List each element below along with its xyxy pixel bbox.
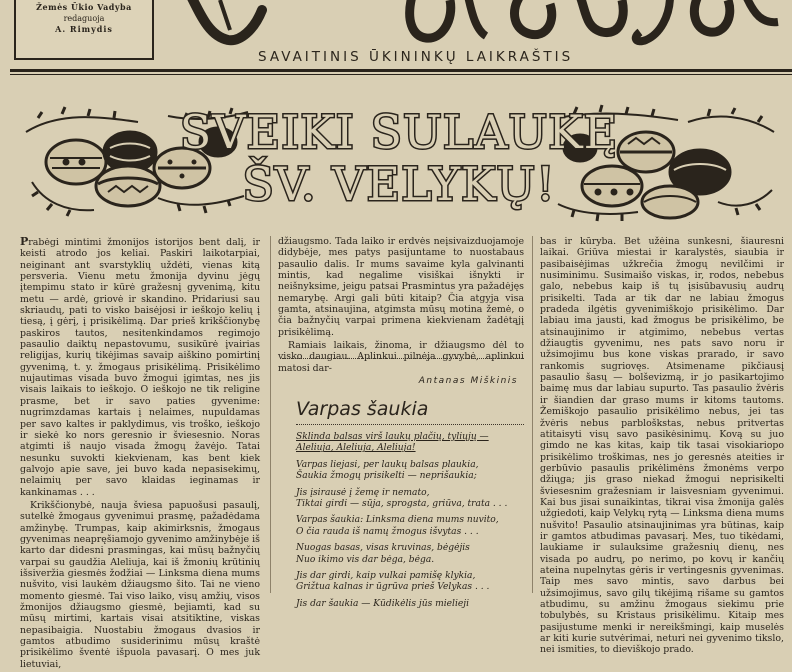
article-paragraph: džiaugsmo. Tada laiko ir erdvės neįsivaizduojamoje didybėje, mes patys pasijuntame to nuostabaus pasaulio dalis. Ir mums savaime kyla galvinanti mintis, kad negalime visiškai išnykti ir neišnyksime, jeigu patsai Prasmintus yra pažadėjęs nemarybę. Argi gali būti kitaip? Čia atgyja visa gamta, atsinaujina, atgimsta mūsų motina žemė, o čia bažnyčių varpai primena kiekvienam žadėtąjį prisikėlimą. (278, 236, 524, 338)
poem-box (282, 358, 524, 609)
poem-line: Tiktai girdi — sūja, sprogsta, griūva, trata . . . (296, 499, 508, 510)
masthead-logo (150, 0, 792, 46)
article-paragraph: bas ir kūryba. Bet užėina sunkesni, šiauresni laikai. Griūva miestai ir karalystės, siaubia ir pasibaisėjimas užkrečia žmogų nevilčimi ir nusiminimu. Susimaišo viskas, ir, rodos, nebebus galo, nebebus kaip iš tų įsisūbavusių audrų prisikelti. Tada ar tik dar ne labiau žmogus pradeda ilgėtis gyvenimiškojo prisikėlimo. Dar labiau ima jausti, kad žmogus be prisikėlimo, be atsinaujinimo ir atgimimo, nebebus vertas džiaugtis gyvenimu, nes pats savo noru ir užsimojimu bus kone viskas prarado, ir savo rankomis sugriovęs. Atsimename pikčiausį pasaulio šasų — bolševizmą, ir jo pasikartojimo baimę mus dar labiau supurto. Tas pasaulio žvėris ir šiandien dar graso mums ir kitoms tautoms. Žemiškojo pasaulio prisikėlimo nebus, jei tas žvėris nebus parbloškstas, nebus pritvertas atitaisyti visų savo pasikėsinimų. Kovą su juo gimdo ne kas kitas, kaip tik tasai visokiariopo prisikėlimo troškimas, nes jo geresnės ateities ir gerbūvio pasaulis prikėlimėns žmonėms verpo džiųga; jis graso niekad žmogui neprisikelti šviesesnim gražesniam ir laisvesniam gyvenimui. Kai bus jisai sunaikintas, tikrai visa žmonija galės užgiedoti, kaip Velykų rytą — Linksma diena mums nušvito! Pasaulio atsinaujinimas yra būtinas, kaip ir gamtos atbudimas pavasarį. Mes, tuo tikėdami, laukiame ir sulauksime gražesnių dienų, nes visada po audrų, po nerimo, po kovų ir kančių ateina nupelnytas gėris ir vertingesnis gyvenimas. Taip mes savo mintis, savo darbus bei užsimojimus, savo gilų tikėjimą rišame su gamtos atbudimu, su amžinu žmogaus siekimu prie tobulybės, su Kristaus prisikėlimu. Kitaip mes pasijustume menki ir nereikšmingi, kaip muselės ar kiti kurie sutvėrimai, neturi nei gyvenimo tikslo, nei ismities, to dieviškojo prado. (540, 236, 784, 656)
poem-line: Jis įsirausė į žemę ir nemato, (296, 487, 430, 498)
editor-name: A. Rimydis (55, 24, 113, 34)
poem-title: Varpas šaukia (296, 398, 429, 420)
publisher-line: Žemės Ūkio Vadyba (36, 2, 132, 12)
masthead-tagline: SAVAITINIS ŪKININKŲ LAIKRAŠTIS (258, 49, 574, 65)
poem-line: Varpas šaukia: Linksma diena mums nuvito, (296, 515, 499, 526)
banner-line2: ŠV. VELYKŲ! (242, 157, 556, 211)
masthead-rule-thin (10, 74, 792, 75)
banner-line1: SVEIKI SULAUKĘ (179, 105, 619, 159)
article-paragraph: Krikščionybė, nauja šviesa papuošusi pasaulį, sutelkė žmogaus gyvenimui prasmę, pažadėdama amžinybę. Trumpas, kaip akimirksnis, žmogaus gyvenimas neapręšiamojo gyvenimo amžinybėje iš karto dar didesni prasmingas, kai mūsų bažnyčių varpai su gaudžia Aleliuja, kai iš žmonių krūtinių išsiveržia giesmės žodžiai — Linksma diena mums nušvito, visi laukėm džiaugsmo šito. Tai ne vieno momento giesmė. Tai viso laiko, visų amžių, visos žmonijos džiaugsmo giesmė, bejiamti, kad su mūsų mirtimi, kartais visai atsitiktine, viskas nepasibaigia. Nuostabiu žmogaus dvasios ir gamtos atbudimo susiderinimu mūsų kraštė prisikėlimo šventė išpuola pavasarį. O mes juk lietuviai, (20, 499, 260, 670)
poem-line: Aleliuja, Aleliuja, Aleliuja! (296, 443, 416, 454)
article-column-2 (278, 236, 524, 376)
poem-author: Antanas Miškinis (418, 376, 518, 386)
easter-banner (18, 92, 780, 224)
column-divider (532, 236, 533, 593)
column-divider (270, 236, 271, 593)
masthead-rule (10, 69, 792, 72)
stanza-gap (296, 610, 524, 615)
article-paragraph: Ramiais laikais, žinoma, ir džiaugsmo dėl to visko daugiau. Aplinkui pilnėja gyvybė, aplinkui matosi dar- (278, 340, 524, 374)
article-column-3 (540, 236, 784, 658)
article-paragraph (20, 236, 260, 498)
article-column-1 (20, 236, 260, 672)
poem-title-rule (296, 424, 524, 425)
drop-cap: P (20, 235, 29, 248)
poem-line: Nuogas basas, visas kruvinas, bėgėjis (296, 543, 470, 554)
poem-line: O čia rauda iš namų žmogus išvytas . . . (296, 526, 479, 537)
poem-body (296, 432, 524, 615)
poem-line: Varpas liejasi, per laukų balsas plaukia, (296, 459, 479, 470)
poem-border-top (282, 358, 524, 359)
poem-line: Šaukia žmogų prisikelti — neprišaukia; (296, 471, 477, 482)
poem-line: Sklinda balsas virš laukų plačių, tyliųjų — (296, 432, 489, 442)
poem-line: Grižtua kalnas ir ūgrūva prieš Velykas . . . (296, 582, 490, 593)
article-paragraph-text: rabėgi mintimi žmonijos istorijos bent dalį, ir keisti atrodo jos keliai. Paskiri laikotarpiai, neiginant ant svarstyklių uždėti, vienas kitą persveria. Vienu metu žmonija dyvinu jėgų įtempimu stato ir kūrė gražesnį gyvenimą, kitu metu — ardė, griovė ir skandino. Pridariusi sau skriaudų, pati to visko baisėjosi ir ieškojo kelių į tiesą, į gėrį, į prisikėlimą. Dar prieš krikščionybę paskiros tautos, nesitenkindamos regimojo pasaulio daiktų nepastovumu, susikūrė įvairias religijas, kurių tikėjimas savaip aiškino pomirtinį gyvenimą, t. y. žmogaus prisikėlimą. Prisikėlimo nujautimas visada buvo žmogui įgimtas, nes jis visais laikais to ieškojo. O ieškojo ne tik religine prasme, bet ir savo paties gyvenime: nugrimzdamas kartais į nelaimes, nupuldamas per savo kaltes ir paklydimus, vis troško, ieškojo ir siekė ko nors geresnio ir šviesesnio. Noras atgimti iš naujo visada žmogų žavėjo. Tatai nesunku suvokti kiekvienam, kas bent kiek galvojo apie save, jei buvo kada nepasisekimų, nelaimių per savo klaidas ieginamas ir kankinamas . . . (20, 237, 260, 498)
publisher-box (14, 0, 154, 60)
editor-label: redaguoja (63, 14, 105, 23)
poem-line: Nuo ikimo vis dar bėga, bėga. (296, 554, 435, 565)
poem-line: Jis dar šaukia — Kūdikėlis jūs mielieji (296, 598, 469, 609)
poem-line: Jis dar girdi, kaip vulkai pamišę klykia, (296, 571, 476, 582)
